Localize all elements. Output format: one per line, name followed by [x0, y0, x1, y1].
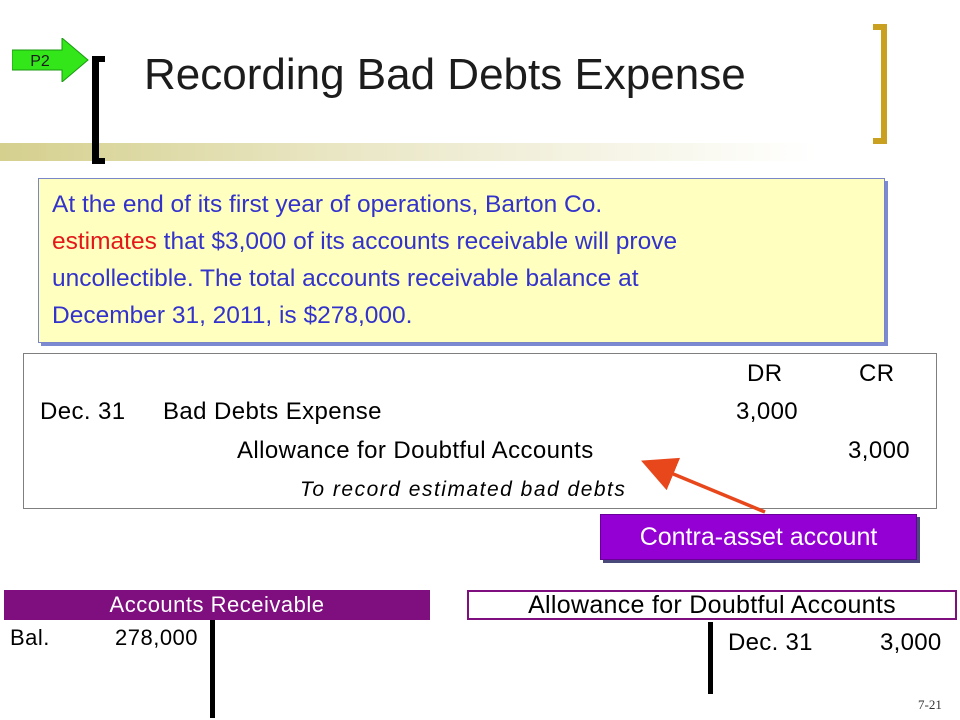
debit-amount: 3,000: [736, 398, 799, 425]
ar-balance-amount: 278,000: [115, 625, 199, 650]
ar-balance-label: Bal.: [10, 625, 50, 650]
scenario-line-1: At the end of its first year of operations, Barton Co.: [52, 191, 603, 218]
contra-asset-callout: Contra-asset account: [600, 514, 917, 560]
right-bracket-decoration: [873, 24, 887, 144]
ar-t-account-divider: [210, 620, 215, 718]
debit-column-header: DR: [747, 360, 783, 387]
credit-account: Allowance for Doubtful Accounts: [237, 437, 594, 464]
allowance-t-account-header: Allowance for Doubtful Accounts: [467, 590, 957, 620]
ar-t-account-header: Accounts Receivable: [4, 590, 430, 620]
scenario-text: [52, 186, 882, 334]
slide-title: Recording Bad Debts Expense: [144, 50, 746, 99]
left-bracket-decoration: [92, 56, 105, 164]
credit-column-header: CR: [859, 360, 895, 387]
scenario-line-3: uncollectible. The total accounts receivable balance at: [52, 265, 639, 292]
journal-memo: To record estimated bad debts: [300, 478, 627, 501]
title-underline-band: [0, 143, 960, 161]
journal-date: Dec. 31: [40, 398, 126, 425]
allowance-credit-amount: 3,000: [880, 629, 942, 656]
debit-account: Bad Debts Expense: [163, 398, 382, 425]
credit-amount: 3,000: [848, 437, 911, 464]
scenario-line-4: December 31, 2011, is $278,000.: [52, 302, 413, 329]
allowance-t-account-divider: [708, 622, 713, 694]
slide-number: 7-21: [918, 697, 942, 712]
allowance-credit-date: Dec. 31: [728, 629, 813, 656]
estimates-highlight: estimates: [52, 228, 157, 255]
scenario-line-2: [52, 223, 882, 260]
scenario-line-2-rest: that $3,000 of its accounts receivable will prove: [156, 228, 678, 255]
objective-badge-label: P2: [30, 53, 50, 70]
